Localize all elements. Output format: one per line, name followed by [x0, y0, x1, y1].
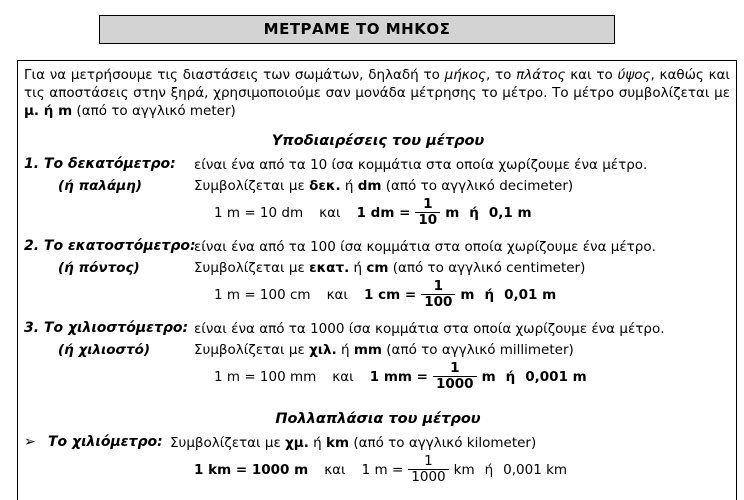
decimeter-term: 1. Το δεκατόμετρο:	[24, 156, 176, 172]
centimeter-alt: (ή πόντος)	[58, 260, 140, 276]
millimeter-term: 3. Το χιλιοστόμετρο:	[24, 320, 189, 336]
centimeter-fraction: $\frac{1}{100}$	[421, 279, 455, 310]
centimeter-formula: 1 m = 100 cm και 1 cm = $\frac{1}{100}$ m ή 0,01 m	[214, 278, 557, 310]
content-box	[17, 60, 737, 500]
millimeter-alt: (ή χιλιοστό)	[58, 342, 151, 358]
intro-paragraph: Για να μετρήσουμε τις διαστάσεις των σωμάτων, δηλαδή το μήκος, το πλάτος και το ύψος, καθώς και τις αποστάσεις στην ξηρά, χρησιμοποιούμε σαν μονάδα μέτρησης το μέτρο. Το μέτρο συμβολίζεται με μ. ή m (από το αγγλικό meter)	[24, 67, 731, 119]
kilometer-fraction: $\frac{1}{1000}$	[408, 454, 448, 485]
decimeter-formula: 1 m = 10 dm και 1 dm = $\frac{1}{10}$ m ή 0,1 m	[214, 196, 532, 228]
millimeter-fraction: $\frac{1}{1000}$	[433, 361, 477, 392]
centimeter-desc: είναι ένα από τα 100 ίσα κομμάτια στα οποία χωρίζουμε ένα μέτρο.	[194, 239, 656, 255]
centimeter-term: 2. Το εκατοστόμετρο:	[24, 238, 196, 254]
subdivisions-heading: Υποδιαιρέσεις του μέτρου	[271, 133, 485, 149]
millimeter-formula: 1 m = 100 mm και 1 mm = $\frac{1}{1000}$ m ή 0,001 m	[214, 360, 587, 392]
decimeter-symbol: Συμβολίζεται με δεκ. ή dm (από το αγγλικό decimeter)	[194, 178, 574, 194]
multiples-heading: Πολλαπλάσια του μέτρου	[275, 411, 481, 427]
arrow-bullet-icon: ➢	[24, 434, 36, 450]
centimeter-symbol: Συμβολίζεται με εκατ. ή cm (από το αγγλικό centimeter)	[194, 260, 586, 276]
kilometer-formula: 1 km = 1000 m και 1 m = $\frac{1}{1000}$ km ή 0,001 km	[194, 453, 568, 485]
kilometer-symbol: Συμβολίζεται με χμ. ή km (από το αγγλικό kilometer)	[170, 435, 537, 451]
decimeter-desc: είναι ένα από τα 10 ίσα κομμάτια στα οποία χωρίζουμε ένα μέτρο.	[194, 157, 648, 173]
kilometer-term: Το χιλιόμετρο:	[48, 434, 163, 450]
millimeter-symbol: Συμβολίζεται με χιλ. ή mm (από το αγγλικό millimeter)	[194, 342, 574, 358]
millimeter-desc: είναι ένα από τα 1000 ίσα κομμάτια στα οποία χωρίζουμε ένα μέτρο.	[194, 321, 665, 337]
decimeter-fraction: $\frac{1}{10}$	[415, 197, 440, 228]
page-title: ΜΕΤΡΑΜΕ ΤΟ ΜΗΚΟΣ	[99, 15, 615, 44]
decimeter-alt: (ή παλάμη)	[58, 178, 142, 194]
